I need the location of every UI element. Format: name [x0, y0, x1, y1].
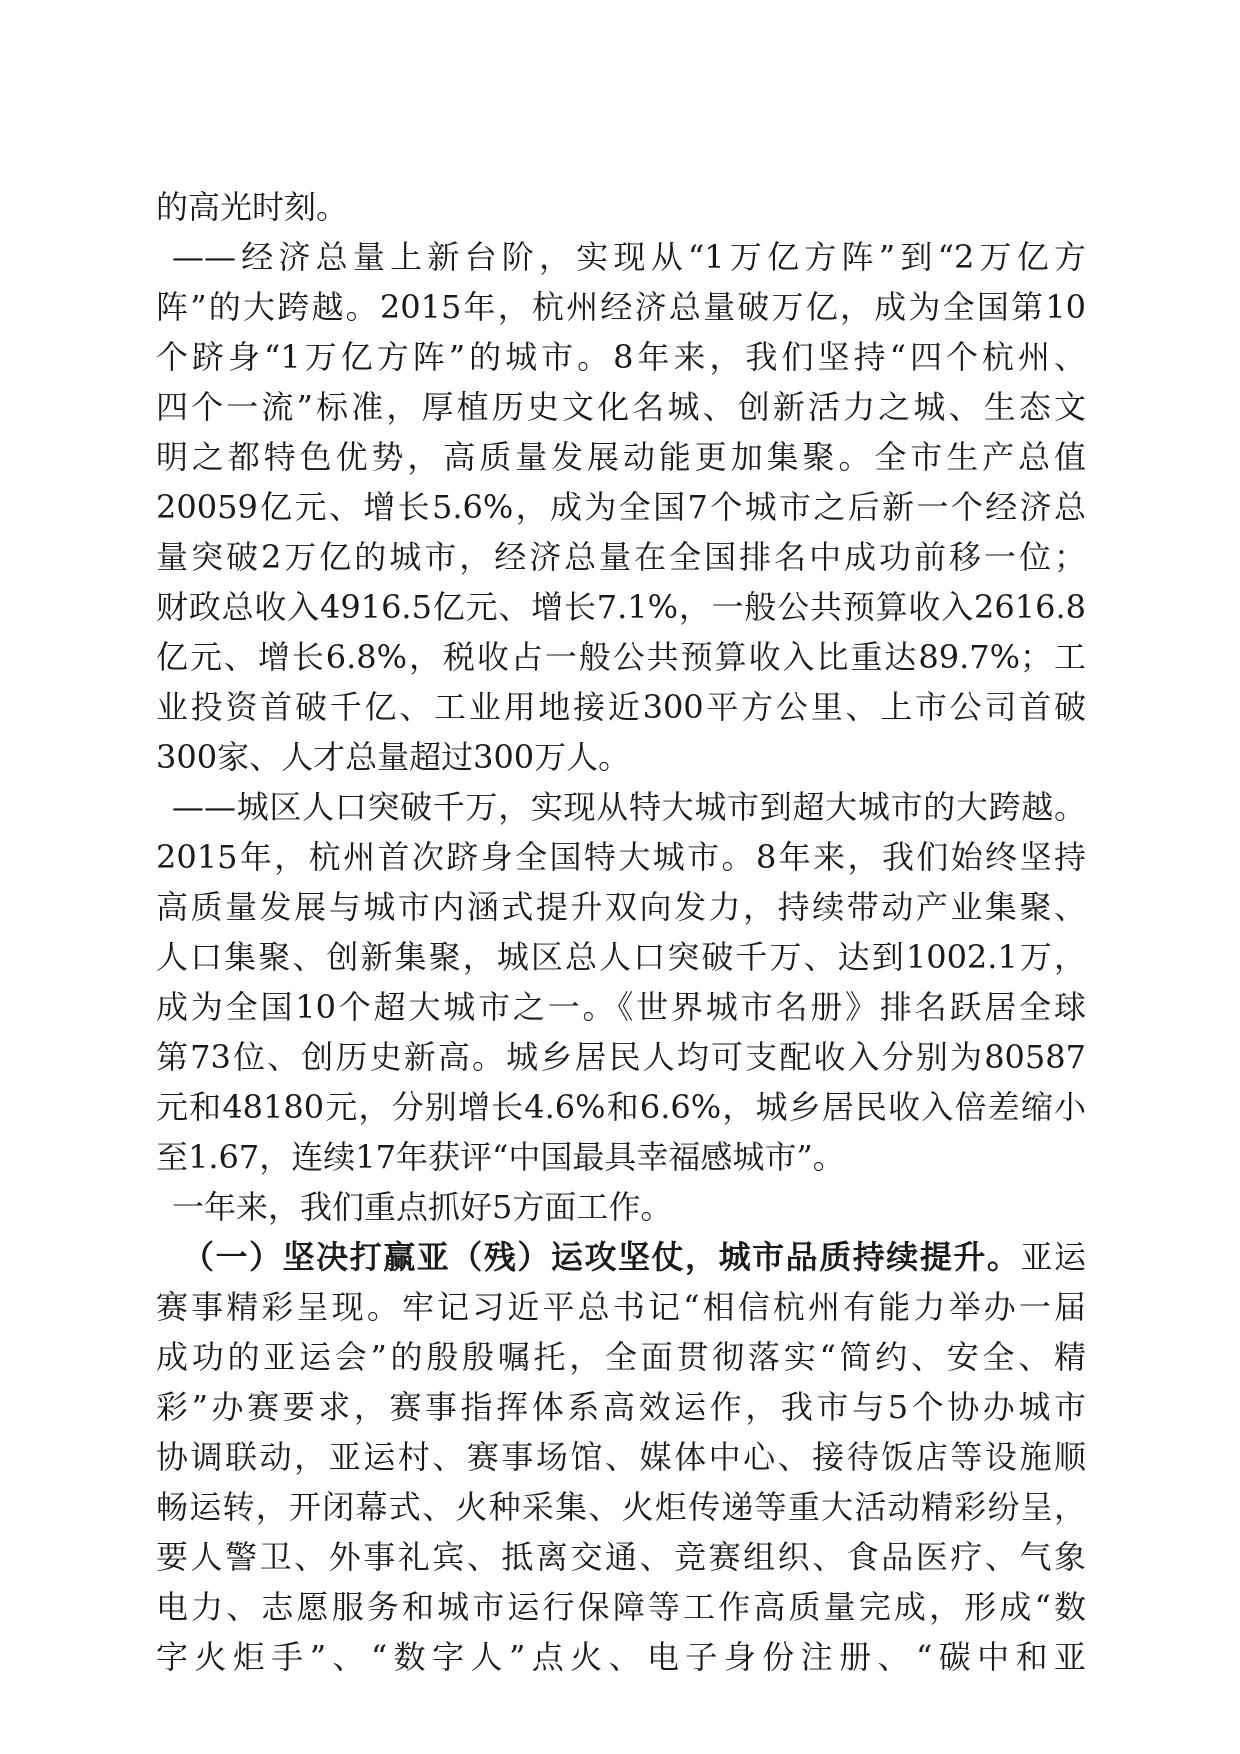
line-text: 畅运转，开闭幕式、火种采集、火炬传递等重大活动精彩纷呈，	[156, 1488, 1086, 1526]
text-line	[156, 432, 1086, 482]
text-line	[156, 882, 1086, 932]
text-line	[156, 1632, 1086, 1682]
line-text: ——经济总量上新台阶，实现从“1万亿方阵”到“2万亿方	[172, 238, 1086, 276]
line-text: 量突破2万亿的城市，经济总量在全国排名中成功前移一位；	[156, 538, 1086, 576]
line-text: 业投资首破千亿、工业用地接近300平方公里、上市公司首破	[156, 688, 1086, 726]
text-line	[156, 232, 1086, 282]
line-text: 成为全国10个超大城市之一。《世界城市名册》排名跃居全球	[156, 988, 1086, 1026]
text-line	[156, 1032, 1086, 1082]
line-text: 第73位、创历史新高。城乡居民人均可支配收入分别为80587	[156, 1038, 1086, 1076]
text-line	[156, 732, 1086, 782]
line-text: 一年来，我们重点抓好5方面工作。	[172, 1188, 673, 1226]
text-line	[156, 1132, 1086, 1182]
text-line	[156, 1582, 1086, 1632]
text-line	[156, 482, 1086, 532]
line-text: 要人警卫、外事礼宾、抵离交通、竞赛组织、食品医疗、气象	[156, 1538, 1086, 1576]
line-text: 亚运	[1020, 1238, 1086, 1276]
text-line	[156, 932, 1086, 982]
line-text: 的高光时刻。	[156, 188, 349, 226]
text-line	[156, 682, 1086, 732]
text-line	[156, 1282, 1086, 1332]
text-line	[156, 1332, 1086, 1382]
text-line	[156, 182, 1086, 232]
line-text: 20059亿元、增长5.6%，成为全国7个城市之后新一个经济总	[156, 488, 1086, 526]
line-text: 协调联动，亚运村、赛事场馆、媒体中心、接待饭店等设施顺	[156, 1438, 1086, 1476]
line-text: 至1.67，连续17年获评“中国最具幸福感城市”。	[156, 1138, 845, 1176]
text-line	[156, 782, 1086, 832]
line-text: 高质量发展与城市内涵式提升双向发力，持续带动产业集聚、	[156, 888, 1086, 926]
document-page	[156, 182, 1086, 1682]
line-text: 电力、志愿服务和城市运行保障等工作高质量完成，形成“数	[156, 1588, 1086, 1626]
line-text: 2015年，杭州首次跻身全国特大城市。8年来，我们始终坚持	[156, 838, 1086, 876]
line-text: 赛事精彩呈现。牢记习近平总书记“相信杭州有能力举办一届	[156, 1288, 1086, 1326]
line-text: 个跻身“1万亿方阵”的城市。8年来，我们坚持“四个杭州、	[156, 338, 1086, 376]
line-text: 明之都特色优势，高质量发展动能更加集聚。全市生产总值	[156, 438, 1086, 476]
text-line	[156, 382, 1086, 432]
text-line	[156, 1082, 1086, 1132]
text-line	[156, 532, 1086, 582]
text-line	[156, 1482, 1086, 1532]
text-line	[156, 1382, 1086, 1432]
text-line	[156, 632, 1086, 682]
line-text: 人口集聚、创新集聚，城区总人口突破千万、达到1002.1万，	[156, 938, 1086, 976]
line-text: 成功的亚运会”的殷殷嘱托，全面贯彻落实“简约、安全、精	[156, 1338, 1086, 1376]
text-line	[156, 832, 1086, 882]
line-text: 财政总收入4916.5亿元、增长7.1%，一般公共预算收入2616.8	[156, 588, 1086, 626]
text-line	[156, 1232, 1086, 1282]
line-text: 阵”的大跨越。2015年，杭州经济总量破万亿，成为全国第10	[156, 288, 1086, 326]
line-text: 四个一流”标准，厚植历史文化名城、创新活力之城、生态文	[156, 388, 1086, 426]
text-line	[156, 1532, 1086, 1582]
text-line	[156, 982, 1086, 1032]
line-text: ——城区人口突破千万，实现从特大城市到超大城市的大跨越。	[172, 788, 1086, 826]
line-text: 字火炬手”、“数字人”点火、电子身份注册、“碳中和亚	[156, 1638, 1086, 1676]
text-line	[156, 1432, 1086, 1482]
text-line	[156, 332, 1086, 382]
section-heading: （一）坚决打赢亚（残）运攻坚仗，城市品质持续提升。	[182, 1238, 1021, 1276]
text-line	[156, 1182, 1086, 1232]
line-text: 300家、人才总量超过300万人。	[156, 738, 631, 776]
text-line	[156, 582, 1086, 632]
text-line	[156, 282, 1086, 332]
line-text: 亿元、增长6.8%，税收占一般公共预算收入比重达89.7%；工	[156, 638, 1086, 676]
line-text: 彩”办赛要求，赛事指挥体系高效运作，我市与5个协办城市	[156, 1388, 1086, 1426]
line-text: 元和48180元，分别增长4.6%和6.6%，城乡居民收入倍差缩小	[156, 1088, 1086, 1126]
